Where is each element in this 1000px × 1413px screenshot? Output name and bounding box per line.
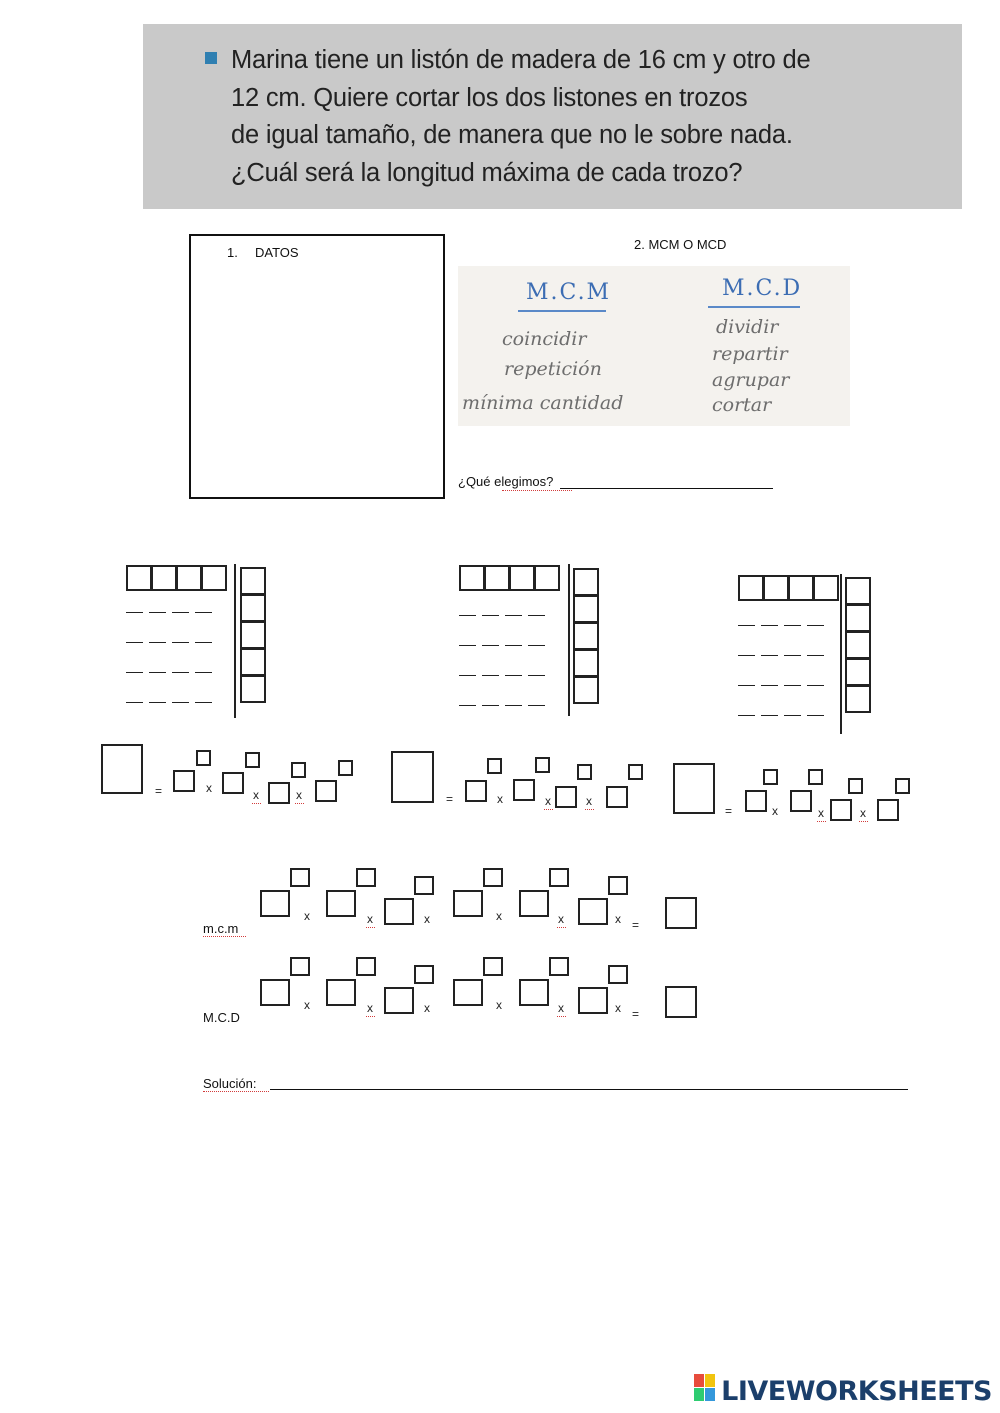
times-sign: x: [367, 912, 373, 926]
division-dash: [761, 685, 778, 686]
division-dash: [784, 625, 801, 626]
divisor-box[interactable]: [573, 649, 599, 677]
division-dash: [482, 645, 499, 646]
division-dash: [505, 705, 522, 706]
equals-sign: =: [155, 784, 163, 798]
base-box[interactable]: [222, 772, 244, 794]
datos-label: DATOS: [255, 245, 299, 260]
digit-box[interactable]: [788, 575, 814, 601]
base-box[interactable]: [555, 786, 577, 808]
division-dash: [738, 625, 755, 626]
mcd-title: M.C.D: [722, 276, 803, 301]
base-box[interactable]: [745, 790, 767, 812]
problem-line: Marina tiene un listón de madera de 16 cm y otro de: [231, 46, 811, 74]
mcd-word: repartir: [712, 343, 788, 365]
exponent-box[interactable]: [549, 957, 569, 976]
exponent-box[interactable]: [808, 769, 823, 785]
exponent-box[interactable]: [290, 957, 310, 976]
result-box[interactable]: [101, 744, 143, 794]
exponent-box[interactable]: [291, 762, 306, 778]
divisor-box[interactable]: [573, 622, 599, 650]
exponent-box[interactable]: [356, 957, 376, 976]
divisor-box[interactable]: [240, 648, 266, 676]
exponent-box[interactable]: [245, 752, 260, 768]
times-sign: x: [497, 792, 503, 806]
division-bar: [234, 564, 236, 718]
solution-label: Solución:: [203, 1076, 257, 1091]
times-sign: x: [367, 1001, 373, 1015]
division-dash: [761, 625, 778, 626]
base-box[interactable]: [790, 790, 812, 812]
base-box[interactable]: [453, 979, 483, 1006]
base-box[interactable]: [877, 799, 899, 821]
times-sign: x: [496, 998, 502, 1012]
problem-line: 12 cm. Quiere cortar los dos listones en trozos: [231, 83, 748, 112]
division-dash: [482, 705, 499, 706]
exponent-box[interactable]: [608, 965, 628, 984]
exponent-box[interactable]: [483, 957, 503, 976]
digit-box[interactable]: [459, 565, 485, 591]
division-bar: [840, 574, 842, 734]
base-box[interactable]: [513, 779, 535, 801]
base-box[interactable]: [519, 979, 549, 1006]
divisor-box[interactable]: [845, 658, 871, 686]
exponent-box[interactable]: [196, 750, 211, 766]
digit-box[interactable]: [534, 565, 560, 591]
solution-answer-line[interactable]: [270, 1089, 908, 1090]
mcd-word: cortar: [712, 394, 772, 416]
division-dash: [172, 672, 189, 673]
times-sign: x: [818, 806, 824, 820]
division-dash: [784, 685, 801, 686]
spellcheck-underline: [817, 818, 826, 822]
division-dash: [459, 615, 476, 616]
digit-box[interactable]: [176, 565, 202, 591]
base-box[interactable]: [606, 786, 628, 808]
times-sign: x: [424, 912, 430, 926]
times-sign: x: [558, 912, 564, 926]
logo-block: [694, 1388, 704, 1401]
choice-question: ¿Qué elegimos?: [458, 474, 554, 489]
logo-text: LIVEWORKSHEETS: [721, 1376, 992, 1407]
division-dash: [738, 655, 755, 656]
division-dash: [149, 672, 166, 673]
times-sign: x: [296, 788, 302, 802]
divisor-box[interactable]: [845, 604, 871, 632]
times-sign: x: [615, 1001, 621, 1015]
division-dash: [505, 645, 522, 646]
base-box[interactable]: [578, 987, 608, 1014]
spellcheck-underline: [557, 1013, 566, 1017]
division-dash: [195, 612, 212, 613]
exponent-box[interactable]: [895, 778, 910, 794]
division-dash: [505, 675, 522, 676]
division-dash: [459, 705, 476, 706]
logo-block: [705, 1388, 715, 1401]
times-sign: x: [496, 909, 502, 923]
exponent-box[interactable]: [338, 760, 353, 776]
times-sign: x: [253, 788, 259, 802]
division-dash: [482, 615, 499, 616]
times-sign: x: [206, 781, 212, 795]
base-box[interactable]: [519, 890, 549, 917]
mcm-row-label: m.c.m: [203, 921, 239, 936]
exponent-box[interactable]: [608, 876, 628, 895]
division-dash: [126, 702, 143, 703]
logo-blocks-icon: [694, 1374, 716, 1402]
base-box[interactable]: [578, 898, 608, 925]
mcm-mcd-heading: 2. MCM O MCD: [634, 237, 727, 252]
division-dash: [761, 715, 778, 716]
exponent-box[interactable]: [414, 876, 434, 895]
times-sign: x: [424, 1001, 430, 1015]
base-box[interactable]: [268, 782, 290, 804]
divisor-box[interactable]: [240, 621, 266, 649]
equals-sign: =: [446, 792, 454, 806]
equals-sign: =: [632, 918, 640, 932]
division-dash: [482, 675, 499, 676]
spellcheck-underline: [557, 924, 566, 928]
divisor-box[interactable]: [240, 594, 266, 622]
exponent-box[interactable]: [848, 778, 863, 794]
division-dash: [505, 615, 522, 616]
spellcheck-underline: [295, 800, 304, 804]
base-box[interactable]: [465, 780, 487, 802]
spellcheck-underline: [544, 806, 553, 810]
division-dash: [126, 672, 143, 673]
times-sign: x: [545, 794, 551, 808]
division-dash: [149, 702, 166, 703]
division-dash: [807, 655, 824, 656]
spellcheck-underline: [203, 1088, 269, 1092]
divisor-box[interactable]: [573, 568, 599, 596]
digit-box[interactable]: [813, 575, 839, 601]
digit-box[interactable]: [126, 565, 152, 591]
exponent-box[interactable]: [763, 769, 778, 785]
mcd-word: dividir: [716, 316, 779, 338]
spellcheck-underline: [366, 924, 375, 928]
result-box[interactable]: [391, 751, 434, 803]
division-dash: [528, 705, 545, 706]
division-dash: [738, 685, 755, 686]
base-box[interactable]: [260, 890, 290, 917]
base-box[interactable]: [326, 890, 356, 917]
division-dash: [195, 702, 212, 703]
spellcheck-underline: [859, 818, 868, 822]
mcm-word: repetición: [504, 358, 602, 380]
division-dash: [807, 685, 824, 686]
base-box[interactable]: [173, 770, 195, 792]
exponent-box[interactable]: [356, 868, 376, 887]
division-dash: [126, 642, 143, 643]
digit-box[interactable]: [201, 565, 227, 591]
division-dash: [761, 655, 778, 656]
base-box[interactable]: [830, 799, 852, 821]
times-sign: x: [558, 1001, 564, 1015]
times-sign: x: [304, 998, 310, 1012]
division-bar: [568, 564, 570, 716]
mcm-word: coincidir: [502, 328, 587, 350]
division-dash: [807, 625, 824, 626]
exponent-box[interactable]: [414, 965, 434, 984]
division-dash: [528, 645, 545, 646]
equals-sign: =: [632, 1007, 640, 1021]
exponent-box[interactable]: [290, 868, 310, 887]
mcd-row-label: M.C.D: [203, 1010, 240, 1025]
divisor-box[interactable]: [573, 595, 599, 623]
divisor-box[interactable]: [573, 676, 599, 704]
division-dash: [172, 702, 189, 703]
times-sign: x: [772, 804, 778, 818]
divisor-box[interactable]: [845, 631, 871, 659]
exponent-box[interactable]: [549, 868, 569, 887]
logo-block: [694, 1374, 704, 1387]
division-dash: [807, 715, 824, 716]
base-box[interactable]: [384, 898, 414, 925]
base-box[interactable]: [260, 979, 290, 1006]
base-box[interactable]: [326, 979, 356, 1006]
division-dash: [172, 642, 189, 643]
division-dash: [126, 612, 143, 613]
mcm-word: mínima cantidad: [462, 392, 624, 414]
base-box[interactable]: [453, 890, 483, 917]
base-box[interactable]: [315, 780, 337, 802]
division-dash: [195, 672, 212, 673]
base-box[interactable]: [384, 987, 414, 1014]
divisor-box[interactable]: [845, 685, 871, 713]
divisor-box[interactable]: [240, 567, 266, 595]
mcd-word: agrupar: [712, 369, 790, 391]
division-dash: [528, 675, 545, 676]
digit-box[interactable]: [763, 575, 789, 601]
exponent-box[interactable]: [487, 758, 502, 774]
spellcheck-underline: [366, 1013, 375, 1017]
exponent-box[interactable]: [483, 868, 503, 887]
spellcheck-underline: [203, 933, 246, 937]
liveworksheets-logo: [692, 1367, 992, 1407]
digit-box[interactable]: [151, 565, 177, 591]
datos-number: 1.: [227, 245, 238, 260]
spellcheck-underline: [252, 800, 261, 804]
division-dash: [149, 612, 166, 613]
problem-line: ¿Cuál será la longitud máxima de cada trozo?: [231, 158, 743, 187]
result-box[interactable]: [665, 897, 697, 929]
logo-block: [705, 1374, 715, 1387]
times-sign: x: [860, 806, 866, 820]
exponent-box[interactable]: [535, 757, 550, 773]
division-dash: [459, 675, 476, 676]
mcm-title: M.C.M: [526, 280, 612, 305]
exponent-box[interactable]: [628, 764, 643, 780]
division-dash: [149, 642, 166, 643]
division-dash: [172, 612, 189, 613]
division-dash: [738, 715, 755, 716]
division-dash: [459, 645, 476, 646]
divisor-box[interactable]: [240, 675, 266, 703]
digit-box[interactable]: [738, 575, 764, 601]
digit-box[interactable]: [509, 565, 535, 591]
divisor-box[interactable]: [845, 577, 871, 605]
spellcheck-underline: [585, 806, 594, 810]
result-box[interactable]: [673, 763, 715, 814]
times-sign: x: [615, 912, 621, 926]
problem-line: de igual tamaño, de manera que no le sobre nada.: [231, 121, 793, 149]
equals-sign: =: [725, 804, 733, 818]
exponent-box[interactable]: [577, 764, 592, 780]
digit-box[interactable]: [484, 565, 510, 591]
result-box[interactable]: [665, 986, 697, 1018]
times-sign: x: [304, 909, 310, 923]
division-dash: [195, 642, 212, 643]
division-dash: [784, 715, 801, 716]
times-sign: x: [586, 794, 592, 808]
division-dash: [528, 615, 545, 616]
division-dash: [784, 655, 801, 656]
